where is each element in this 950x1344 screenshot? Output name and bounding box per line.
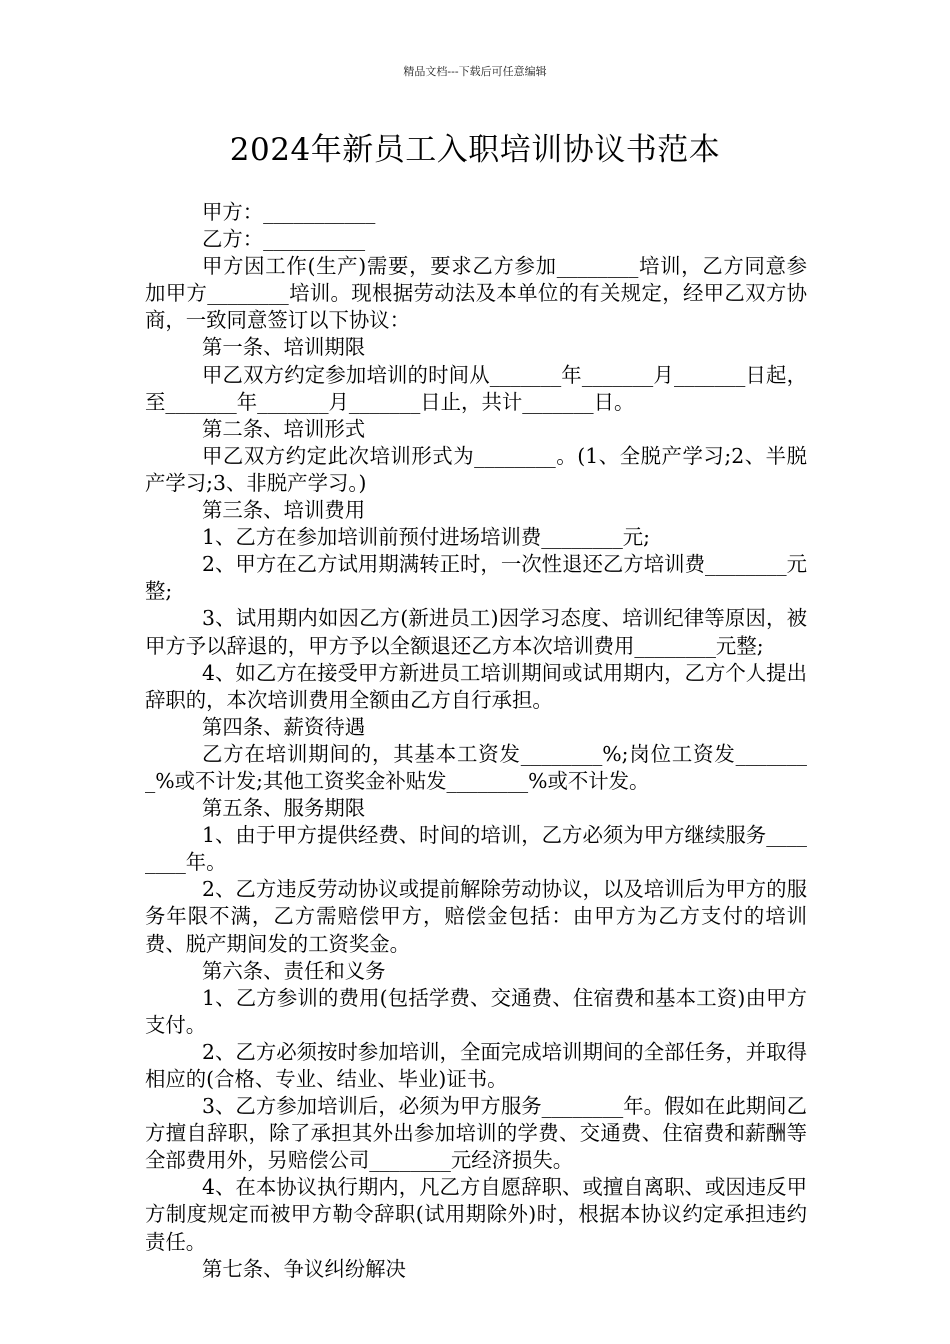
article-3-item-1: 1、乙方在参加培训前预付进场培训费________元; bbox=[202, 525, 651, 550]
article-2-heading: 第二条、培训形式 bbox=[202, 416, 366, 441]
article-2-text: 甲乙双方约定此次培训形式为________。(1、全脱产学习;2、半脱产学习;3、非脱产学习。) bbox=[145, 443, 807, 495]
article-5-item-2: 2、乙方违反劳动协议或提前解除劳动协议，以及培训后为甲方的服务年限不满，乙方需赔偿甲方，赔偿金包括：由甲方为乙方支付的培训费、脱产期间发的工资奖金。 bbox=[145, 877, 807, 956]
article-1-heading: 第一条、培训期限 bbox=[202, 335, 366, 360]
page-header: 精品文档---下载后可任意编辑 bbox=[403, 65, 547, 78]
party-b-line: 乙方：__________ bbox=[202, 227, 366, 252]
document-body bbox=[145, 199, 807, 1283]
party-a-line: 甲方：___________ bbox=[202, 200, 376, 224]
article-6-item-3: 3、乙方参加培训后，必须为甲方服务________年。假如在此期间乙方擅自辞职，除了承担其外出参加培训的学费、交通费、住宿费和薪酬等全部费用外，另赔偿公司________元经济损失。 bbox=[145, 1094, 807, 1173]
article-4-text: 乙方在培训期间的，其基本工资发________%;岗位工资发________%或不计发;其他工资奖金补贴发________%或不计发。 bbox=[145, 741, 807, 793]
intro-paragraph: 甲方因工作(生产)需要，要求乙方参加________培训，乙方同意参加甲方________培训。现根据劳动法及本单位的有关规定，经甲乙双方协商，一致同意签订以下协议： bbox=[145, 254, 807, 333]
article-7-heading: 第七条、争议纠纷解决 bbox=[202, 1256, 406, 1281]
article-3-item-2: 2、甲方在乙方试用期满转正时，一次性退还乙方培训费________元整; bbox=[145, 552, 807, 604]
article-5-heading: 第五条、服务期限 bbox=[202, 796, 366, 821]
article-5-item-1: 1、由于甲方提供经费、时间的培训，乙方必须为甲方继续服务________年。 bbox=[145, 823, 807, 875]
article-6-item-4: 4、在本协议执行期内，凡乙方自愿辞职、或擅自离职、或因违反甲方制度规定而被甲方勒令辞职(试用期除外)时，根据本协议约定承担违约责任。 bbox=[145, 1175, 807, 1254]
article-3-item-3: 3、试用期内如因乙方(新进员工)因学习态度、培训纪律等原因，被甲方予以辞退的，甲方予以全额退还乙方本次培训费用________元整; bbox=[145, 606, 807, 658]
article-6-item-1: 1、乙方参训的费用(包括学费、交通费、住宿费和基本工资)由甲方支付。 bbox=[145, 985, 807, 1037]
article-6-heading: 第六条、责任和义务 bbox=[202, 958, 386, 983]
document-title: 2024年新员工入职培训协议书范本 bbox=[229, 132, 721, 168]
article-3-heading: 第三条、培训费用 bbox=[202, 498, 366, 523]
article-3-item-4: 4、如乙方在接受甲方新进员工培训期间或试用期内，乙方个人提出辞职的，本次培训费用全额由乙方自行承担。 bbox=[145, 660, 807, 712]
article-4-heading: 第四条、薪资待遇 bbox=[202, 714, 366, 739]
article-6-item-2: 2、乙方必须按时参加培训，全面完成培训期间的全部任务，并取得相应的(合格、专业、结业、毕业)证书。 bbox=[145, 1039, 807, 1091]
article-1-text: 甲乙双方约定参加培训的时间从_______年_______月_______日起，至_______年_______月_______日止，共计_______日。 bbox=[145, 362, 807, 414]
